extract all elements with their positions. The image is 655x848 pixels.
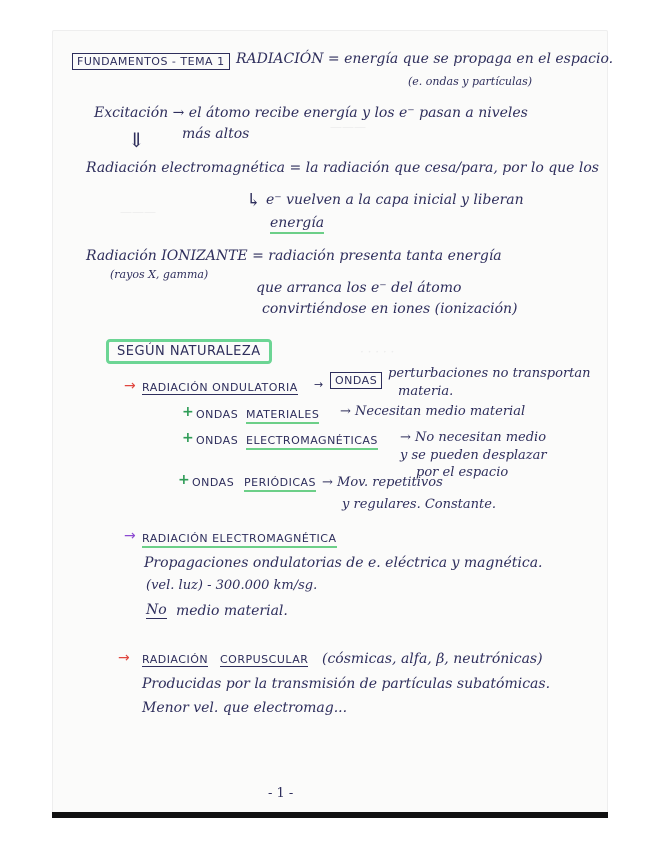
definition-note: (e. ondas y partículas) bbox=[408, 75, 533, 88]
wave-radiation-label: RADIACIÓN ONDULATORIA bbox=[142, 381, 298, 394]
corpuscular-types: (cósmicas, alfa, β, neutrónicas) bbox=[322, 651, 543, 667]
page-number: - 1 - bbox=[268, 786, 294, 801]
excitation-line-2: más altos bbox=[182, 126, 250, 142]
wave-desc-2: materia. bbox=[398, 384, 454, 399]
plus-icon: + bbox=[178, 472, 190, 488]
hook-arrow-icon: ↳ bbox=[246, 190, 262, 211]
arrow-icon: → bbox=[314, 378, 324, 391]
em-radiation-line-3: medio material. bbox=[176, 603, 288, 619]
red-arrow-icon: → bbox=[118, 650, 130, 666]
excitation-line-1: Excitación → el átomo recibe energía y los e⁻ pasan a niveles bbox=[94, 105, 528, 121]
purple-arrow-icon: → bbox=[124, 528, 136, 544]
ionizing-line-2: que arranca los e⁻ del átomo bbox=[256, 280, 462, 296]
red-arrow-icon: → bbox=[124, 378, 136, 394]
em-waves-label: ELECTROMAGNÉTICAS bbox=[246, 434, 378, 450]
bleed-through-mark: · · · · · bbox=[360, 345, 395, 359]
em-definition-line-1: Radiación electromagnética = la radiación que cesa/para, por lo que los bbox=[86, 160, 599, 176]
em-waves-desc-3: por el espacio bbox=[416, 465, 509, 480]
topic-box: FUNDAMENTOS - TEMA 1 bbox=[72, 53, 230, 70]
bleed-through-mark: ——— bbox=[330, 120, 366, 134]
em-definition-energy: energía bbox=[270, 215, 324, 234]
corpuscular-line-1: Producidas por la transmisión de partículas subatómicas. bbox=[142, 676, 551, 692]
radiation-definition: RADIACIÓN = energía que se propaga en el espacio. bbox=[236, 51, 614, 67]
nature-heading: SEGÚN NATURALEZA bbox=[106, 339, 272, 364]
material-waves-label: MATERIALES bbox=[246, 408, 319, 424]
bleed-through-mark: ——— bbox=[120, 205, 156, 219]
em-radiation-line-1: Propagaciones ondulatorias de e. eléctrica y magnética. bbox=[144, 555, 543, 571]
em-radiation-line-2: (vel. luz) - 300.000 km/sg. bbox=[146, 578, 318, 593]
ionizing-line-3: convirtiéndose en iones (ionización) bbox=[262, 301, 518, 317]
corpuscular-line-2: Menor vel. que electromag... bbox=[142, 700, 348, 716]
periodic-waves-prefix: ONDAS bbox=[192, 476, 235, 489]
ondas-box: ONDAS bbox=[330, 372, 382, 389]
em-waves-prefix: ONDAS bbox=[196, 434, 239, 447]
page-bottom-edge bbox=[52, 812, 608, 818]
plus-icon: + bbox=[182, 430, 194, 446]
em-waves-desc-2: y se pueden desplazar bbox=[400, 448, 547, 463]
material-waves-desc: → Necesitan medio material bbox=[340, 404, 526, 419]
wave-desc-1: perturbaciones no transportan bbox=[388, 366, 591, 381]
periodic-waves-desc-2: y regulares. Constante. bbox=[342, 497, 497, 512]
corpuscular-heading-a: RADIACIÓN bbox=[142, 653, 209, 666]
em-waves-desc-1: → No necesitan medio bbox=[400, 430, 547, 445]
ionizing-note: (rayos X, gamma) bbox=[110, 268, 209, 281]
corpuscular-heading-b: CORPUSCULAR bbox=[220, 653, 309, 666]
down-arrow-icon: ⇓ bbox=[128, 128, 145, 152]
plus-icon: + bbox=[182, 404, 194, 420]
material-waves-prefix: ONDAS bbox=[196, 408, 239, 421]
periodic-waves-label: PERIÓDICAS bbox=[244, 476, 316, 492]
ionizing-line-1: Radiación IONIZANTE = radiación presenta tanta energía bbox=[86, 248, 502, 264]
em-radiation-no: No bbox=[146, 602, 167, 618]
em-radiation-heading: RADIACIÓN ELECTROMAGNÉTICA bbox=[142, 532, 337, 548]
em-definition-line-2: e⁻ vuelven a la capa inicial y liberan bbox=[266, 192, 524, 208]
periodic-waves-desc-1: → Mov. repetitivos bbox=[322, 475, 443, 490]
